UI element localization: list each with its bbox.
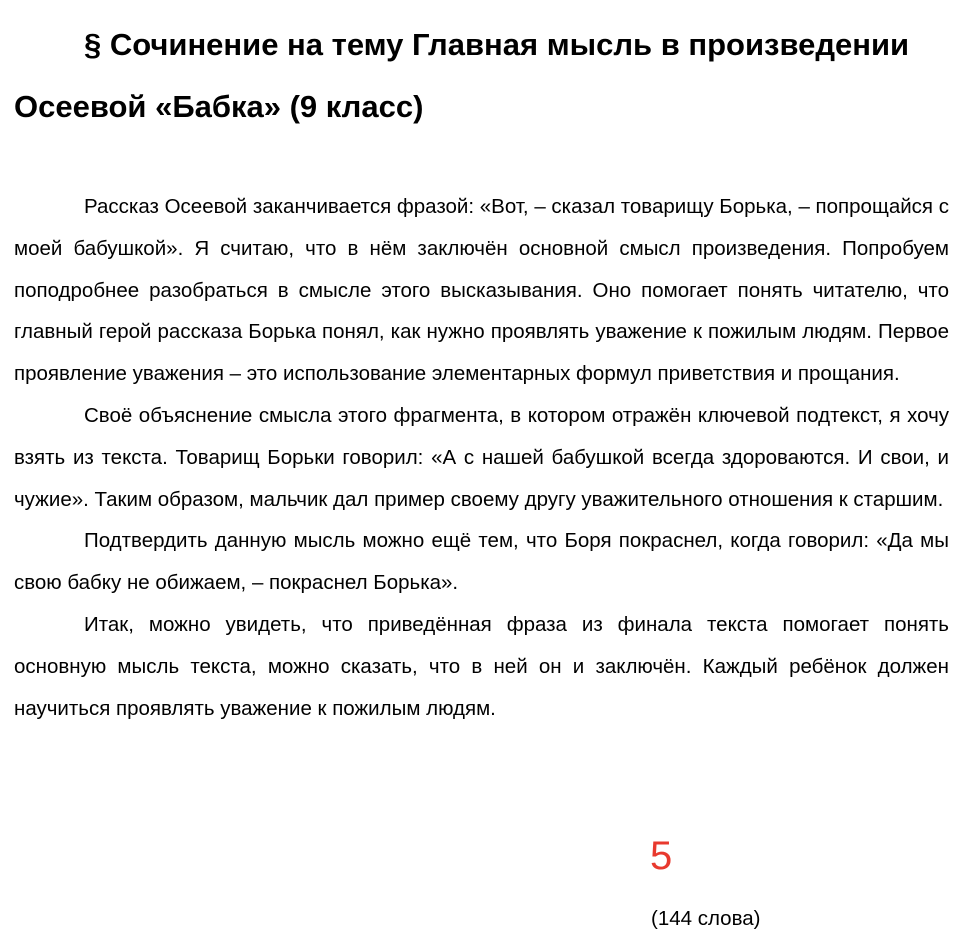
paragraph-3: Подтвердить данную мысль можно ещё тем, что Боря покраснел, когда говорил: «Да мы свою бабку не обижаем, – покраснел Борька». xyxy=(14,529,949,595)
essay-page xyxy=(14,14,949,729)
word-count: (144 слова) xyxy=(651,907,761,930)
essay-body xyxy=(14,186,949,729)
grade-mark: 5 xyxy=(650,834,673,878)
paragraph-2: Своё объяснение смысла этого фрагмента, в котором отражён ключевой подтекст, я хочу взять из текста. Товарищ Борьки говорил: «А с нашей бабушкой всегда здороваются. И свои, и чужие». Таким образом, мальчик дал пример своему другу уважительного отношения к старшим. xyxy=(14,403,949,511)
paragraph-1: Рассказ Осеевой заканчивается фразой: «Вот, – сказал товарищу Борька, – попрощайся с моей бабушкой». Я считаю, что в нём заключён основной смысл произведения. Попробуем поподробнее разобраться в смысле этого высказывания. Оно помогает понять читателю, что главный герой рассказа Борька понял, как нужно проявлять уважение к пожилым людям. Первое проявление уважения – это использование элементарных формул приветствия и прощания. xyxy=(14,195,949,386)
paragraph-4: Итак, можно увидеть, что приведённая фраза из финала текста помогает понять основную мысль текста, можно сказать, что в ней он и заключён. Каждый ребёнок должен научиться проявлять уважение к пожилым людям. xyxy=(14,612,949,720)
essay-title: § Сочинение на тему Главная мысль в произведении Осеевой «Бабка» (9 класс) xyxy=(14,27,910,124)
